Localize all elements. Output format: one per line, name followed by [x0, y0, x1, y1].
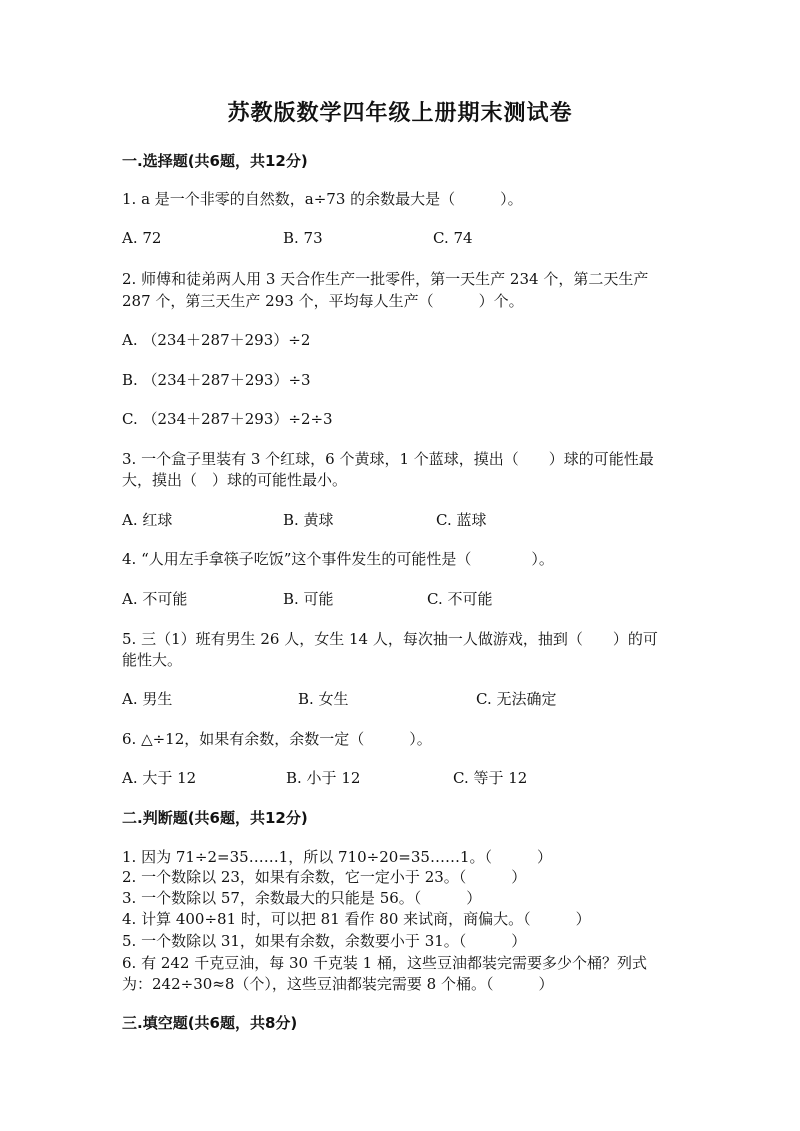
question-2-text-line1: 2. 师傅和徒弟两人用 3 天合作生产一批零件，第一天生产 234 个，第二天生产	[122, 270, 649, 288]
q6-option-c: C. 等于 12	[453, 769, 528, 787]
question-6-text: 6. △÷12，如果有余数，余数一定（ ）。	[122, 730, 432, 748]
q5-option-c: C. 无法确定	[476, 690, 557, 708]
page-title: 苏教版数学四年级上册期末测试卷	[227, 100, 573, 126]
section-heading-true-false: 二.判断题(共6题，共12分)	[122, 809, 308, 827]
q6-option-b: B. 小于 12	[286, 769, 361, 787]
section-heading-fill-blank: 三.填空题(共6题，共8分)	[122, 1014, 298, 1032]
tf-item-6-line2: 为：242÷30≈8（个），这些豆油都装完需要 8 个桶。（ ）	[122, 975, 554, 993]
q1-option-c: C. 74	[433, 229, 473, 247]
question-3-text-line2: 大，摸出（ ）球的可能性最小。	[122, 471, 348, 489]
q1-option-b: B. 73	[283, 229, 323, 247]
tf-item-6-line1: 6. 有 242 千克豆油，每 30 千克装 1 桶，这些豆油都装完需要多少个桶？列式	[122, 954, 647, 972]
q4-option-b: B. 可能	[283, 590, 334, 608]
question-2-text-line2: 287 个，第三天生产 293 个，平均每人生产（ ）个。	[122, 292, 524, 310]
q5-option-b: B. 女生	[298, 690, 349, 708]
question-1-text: 1. a 是一个非零的自然数，a÷73 的余数最大是（ ）。	[122, 190, 523, 208]
q4-option-a: A. 不可能	[122, 590, 188, 608]
q5-option-a: A. 男生	[122, 690, 173, 708]
section-heading-choice: 一.选择题(共6题，共12分)	[122, 152, 308, 170]
q1-option-a: A. 72	[122, 229, 162, 247]
q2-option-b: B. （234＋287＋293）÷3	[122, 371, 311, 389]
q3-option-b: B. 黄球	[283, 511, 334, 529]
q3-option-c: C. 蓝球	[436, 511, 487, 529]
q4-option-c: C. 不可能	[427, 590, 493, 608]
question-4-text: 4. “人用左手拿筷子吃饭”这个事件发生的可能性是（ ）。	[122, 550, 554, 568]
tf-item-5: 5. 一个数除以 31，如果有余数，余数要小于 31。（ ）	[122, 932, 527, 950]
tf-item-2: 2. 一个数除以 23，如果有余数，它一定小于 23。（ ）	[122, 868, 527, 886]
q2-option-c: C. （234＋287＋293）÷2÷3	[122, 410, 333, 428]
tf-item-4: 4. 计算 400÷81 时，可以把 81 看作 80 来试商，商偏大。（ ）	[122, 910, 591, 928]
q3-option-a: A. 红球	[122, 511, 173, 529]
q2-option-a: A. （234＋287＋293）÷2	[122, 331, 311, 349]
tf-item-1: 1. 因为 71÷2=35……1，所以 710÷20=35……1。（ ）	[122, 848, 552, 866]
question-3-text-line1: 3. 一个盒子里装有 3 个红球，6 个黄球，1 个蓝球，摸出（ ）球的可能性最	[122, 450, 654, 468]
q6-option-a: A. 大于 12	[122, 769, 197, 787]
tf-item-3: 3. 一个数除以 57，余数最大的只能是 56。（ ）	[122, 889, 482, 907]
question-5-text-line1: 5. 三（1）班有男生 26 人，女生 14 人，每次抽一人做游戏，抽到（ ）的可	[122, 630, 658, 648]
question-5-text-line2: 能性大。	[122, 651, 183, 669]
